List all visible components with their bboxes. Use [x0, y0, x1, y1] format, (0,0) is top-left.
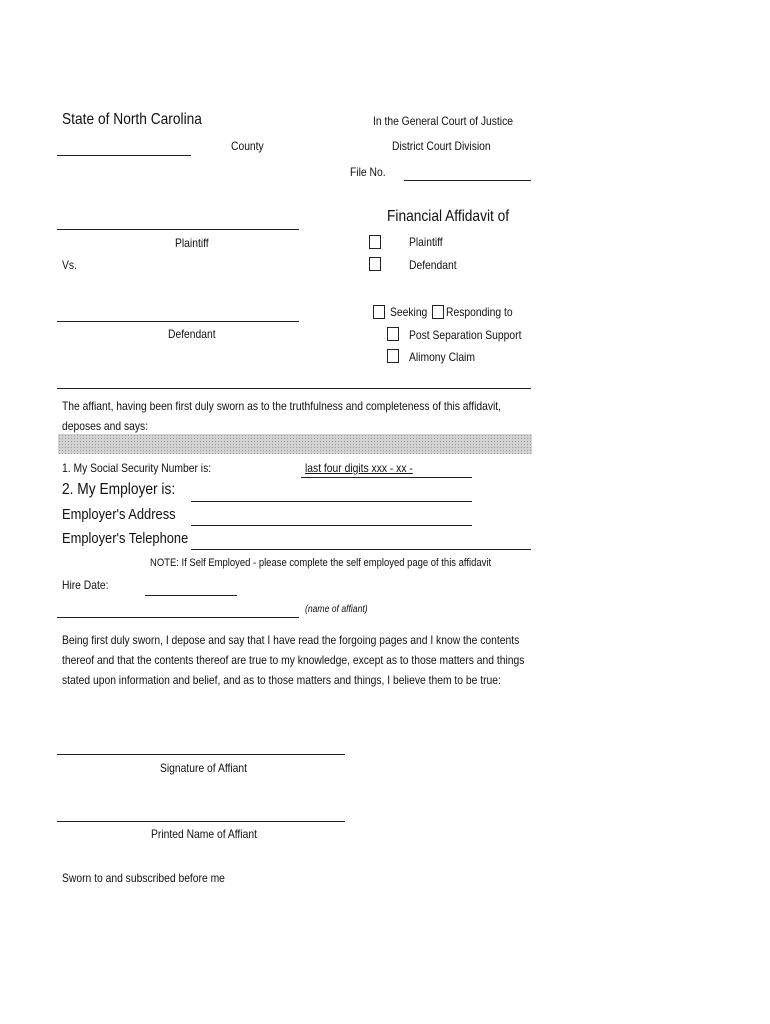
post-separation-label: Post Separation Support [409, 328, 522, 342]
file-no-label: File No. [350, 165, 386, 179]
alimony-checkbox[interactable] [387, 349, 399, 363]
defendant-name-field[interactable] [57, 321, 299, 322]
state-title: State of North Carolina [62, 111, 202, 128]
affiant-name-field[interactable] [57, 617, 299, 618]
county-label: County [231, 139, 264, 153]
responding-label: Responding to [446, 305, 513, 319]
employer-phone-field[interactable] [191, 549, 531, 550]
responding-checkbox[interactable] [432, 305, 444, 319]
printed-name-field[interactable] [57, 821, 345, 822]
plaintiff-name-field[interactable] [57, 229, 299, 230]
county-field[interactable] [57, 155, 191, 156]
employer-label: 2. My Employer is: [62, 481, 176, 498]
defendant-label: Defendant [168, 327, 216, 341]
signature-label: Signature of Affiant [160, 761, 248, 775]
court-label: In the General Court of Justice [373, 114, 513, 128]
plaintiff-checkbox[interactable] [369, 235, 381, 249]
ssn-field[interactable] [301, 477, 472, 478]
ssn-label: 1. My Social Security Number is: [62, 461, 212, 475]
ssn-value: last four digits xxx - xx - [305, 461, 413, 475]
file-no-field[interactable] [404, 180, 531, 181]
hire-date-field[interactable] [145, 595, 237, 596]
shaded-band [58, 434, 532, 454]
plaintiff-option-label: Plaintiff [409, 235, 443, 249]
section-divider [57, 388, 531, 389]
employer-address-field[interactable] [191, 525, 472, 526]
oath-text: Being first duly sworn, I depose and say that I have read the forgoing pages and I know the contents thereof and that the contents thereof are true to my knowledge, except as to those matters and things stated upon information and belief, and as to those matters and things, I believe them to be true: [62, 633, 525, 687]
affidavit-title: Financial Affidavit of [387, 208, 510, 225]
defendant-option-label: Defendant [409, 258, 457, 272]
division-label: District Court Division [392, 139, 491, 153]
employer-phone-label: Employer's Telephone [62, 530, 189, 547]
vs-label: Vs. [62, 258, 77, 272]
employer-address-label: Employer's Address [62, 506, 176, 523]
sworn-label: Sworn to and subscribed before me [62, 871, 225, 885]
alimony-label: Alimony Claim [409, 350, 475, 364]
self-employed-note: NOTE: If Self Employed - please complete the self employed page of this affidavit [150, 557, 492, 569]
name-of-affiant-hint: (name of affiant) [305, 604, 368, 615]
defendant-checkbox[interactable] [369, 257, 381, 271]
printed-name-label: Printed Name of Affiant [151, 827, 257, 841]
seeking-checkbox[interactable] [373, 305, 385, 319]
employer-field[interactable] [191, 501, 472, 502]
signature-field[interactable] [57, 754, 345, 755]
hire-date-label: Hire Date: [62, 578, 109, 592]
post-separation-checkbox[interactable] [387, 327, 399, 341]
seeking-label: Seeking [390, 305, 428, 319]
plaintiff-label: Plaintiff [175, 236, 209, 250]
intro-text: The affiant, having been first duly sworn as to the truthfulness and completeness of this affidavit, deposes and says: [62, 399, 502, 433]
